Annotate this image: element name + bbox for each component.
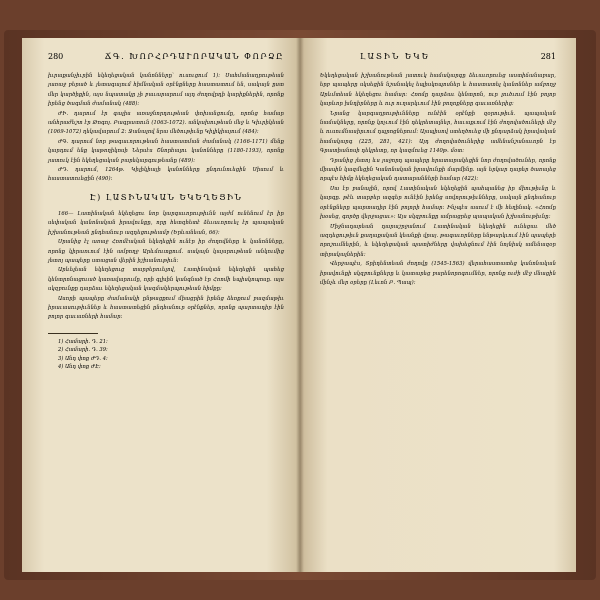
footnote-rule (48, 333, 98, 334)
paragraph: Սա էր բանալին, որով Լատինական եկեղեցին պահպանեց իր միութիւնը և կարգը. թէև տարբեր ազգեր ունէին իրենց սովորութիւնները, սակայն ընդհանուր օրէնքները պարտադիր էին բոլորի համար։ Ինչպէս ասում է մի հեղինակ. «Հռոմը խօսեց, գործը վերջացաւ»։ Այս սկզբունքը ամրացրեց պապական իշխանութիւնը։ (320, 185, 556, 221)
paragraph: ԺԴ. դարում, 1264թ. Կիլիկիայի կանոնները ընդունուեցին Սիսում և հաստատուեցին (490)։ (48, 167, 284, 183)
paragraph: Սրանից էլ առաջ Հռոմէական եկեղեցին ունէր իր ժողովները և կանոնները, որոնք կիրառւում էին ամբողջ Արևմուտքում. սակայն կայսրութեան անկումից յետոյ պապերը ստացան վերին իշխանութիւն։ (48, 239, 284, 264)
paragraph: Վերջապէս, Տրիդենտեան ժողովը (1545-1563) վերահաստատեց կանոնական իրավունքի սկզբունքները և կատարեց բարենորոգումներ, որոնք ուժի մէջ մնացին մինչև մեր օրերը (Լեւոն Բ. Պապ)։ (320, 261, 556, 286)
footnote: 2) Համարի. Դ. 39։ (58, 347, 108, 354)
paragraph: Արևելեան եկեղեցուց տարբերուելով, Լատինական եկեղեցին պահեց կենտրոնացուած կառավարումը, որի գլխին կանգնած էր Հռոմի եպիսկոպոսը. այս սկզբունքը դարձաւ եկեղեցական կազմակերպութեան հիմքը։ (48, 267, 284, 293)
paragraph: Դրանից յետոյ ևս յաջորդ պապերը հրատարակեցին նոր ժողովածուներ, որոնք միասին կազմեցին Կանոնական իրավունքի մարմինը. այն երկար դարեր ծառայեց որպէս հիմք եկեղեցական դատարանների համար (422)։ (320, 157, 556, 183)
page-number: 280 (48, 52, 64, 61)
paragraph: ԺԳ. դարում նոր թագաւորութեան հաստատման ժամանակ (1166-1171) մենք կարդում ենք կաթողիկոսի Ներսէս Շնորհալու կանոնները (1180-1193), որոնք յատուկ էին եկեղեցական բարեկարգութեանը (489)։ (48, 138, 284, 164)
page-number: 281 (540, 52, 556, 61)
footnote: 4) Անդ փոք ԺԷ։ (58, 364, 101, 371)
left-page-body (48, 72, 284, 372)
left-page-content (22, 38, 300, 572)
running-title: ՃԳ. ԽՈՐՀՐԴԱՒՈՐԱԿԱՆ ՓՈՐՁԸ (104, 52, 284, 61)
footnote: 1) Համարի. Դ. 21։ (58, 338, 108, 345)
section-heading: Է) ԼԱՏԻՆԱԿԱՆ ԵԿԵՂԵՑԻՆ (89, 192, 243, 202)
paragraph: Միջնադարեան դարաշրջանում Լատինական եկեղեցին ունեցաւ մեծ ազդեցութիւն քաղաքական կեանքի վրայ. թագաւորները ենթարկւում էին պապերի որոշումներին, և եկեղեցական պատիժները վախեցնում էին նոյնիսկ ամենազօր տիրակալներին։ (320, 223, 557, 258)
left-page-header (48, 52, 284, 61)
footnote: 3) Անդ փոք ԺԴ. 4։ (58, 355, 108, 362)
paragraph: Ասորի պապերը ժամանակի ընթացքում միացրին իրենց ձեռքում բազմաթիւ իրաւասութիւններ և հաստատեցին ընդհանուր օրէնքներ, որոնք պարտադիր էին բոլոր գաւառների համար։ (48, 295, 284, 321)
paragraph: ԺԻ. դարում էր գալիս առաջնորդութեան փոխանցումը, որոնց համար անհրաժեշտ էր Թոգոյ. Բագրատուն (1063-1072). անկախութեան մեջ և Կիւրիկեան (1069-1072) ղեկավարում 2։ Ջանալով նրա մեծութիւնը Կիլիկիայում (484)։ (48, 110, 284, 136)
paragraph: 166— Լատինական եկեղեցու նոր կարգաւորութիւնն այժմ ունենում էր իր սեփական կանոնական իրավունքը, որը հետզհետէ ձեւաւորուել էր պապական իշխանութեան ընդհանուր ազդեցութեամբ (Երևանեան, 66)։ (48, 210, 284, 236)
paragraph: Եկեղեցական իշխանութեան յատուկ համակարգը ձեւաւորուեց աստիճանաբար, երբ պապերը սկսեցին նշանակել եպիսկոպոսներ և հաստատել կանոններ ամբողջ Արևմտեան եկեղեցու համար։ Հռոմը դարձաւ կենտրոն, ուր լուծւում էին բոլոր կարևոր խնդիրները և ուր ուղարկւում էին բողոքները գաւառներից։ (320, 73, 556, 108)
running-title: ԼԱՏԻՆ ԵԿԵ (360, 52, 431, 61)
paragraph: Նրանց կարգադրութիւնները ունէին օրէնքի զօրութիւն. պապական նամակները, որոնք կոչւում էին դեկրետալներ, հաւաքւում էին ժողովածուների մէջ և ուսումնասիրւում դպրոցներում։ Այսպիսով ստեղծուեց մի ընդարձակ իրավական համակարգ (225, 281, 421)։ Այդ ժողովածուներից ամենանշանաւորն էր Գրատիանոսի դեկրետը, որ կազմուեց 1140թ. մօտ։ (320, 110, 556, 155)
right-page-header (320, 52, 556, 61)
right-page-body (320, 72, 556, 288)
right-page-content (300, 38, 576, 572)
paragraph: իւրաքանչիւրին եկեղեցական կանոնները՝ ուսուցում 1): Սահմանադրութեան յառաջ բերած և յետագայում հիմնական օրէնքները հաստատում են, սակայն ըստ մեր կարծիքին, այս նպատակը չի բաւարարում այդ ժողովրդի կարիքներին, որոնք իրենց ծագման ժամանակ (488)։ (48, 73, 284, 108)
